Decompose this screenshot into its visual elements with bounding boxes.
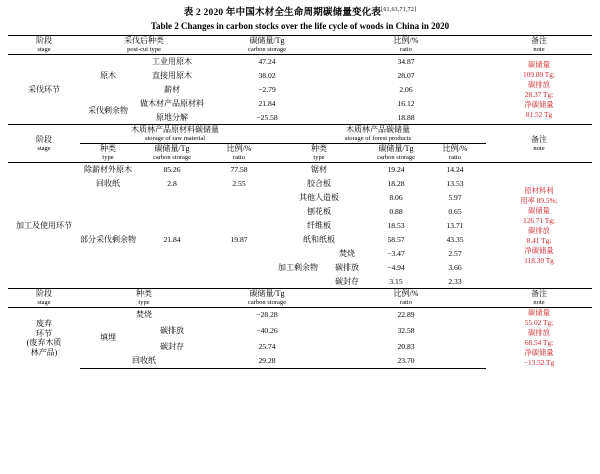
block3-stage-label-line-1: 环节 [36, 328, 52, 338]
block2-residue-type-1: 碳排放 [335, 262, 359, 272]
block1-header-stage: 阶段 stage [8, 36, 80, 55]
block3-ratio-2: 20.83 [397, 342, 415, 352]
block3-subtype-2: 碳封存 [160, 342, 184, 352]
block1-storage-2: −2.79 [258, 84, 276, 94]
block2-header-raw-material: 木质林产品原材料碳储量 storage of raw material [80, 125, 270, 144]
block2-subheader-type-left: 种类 type [80, 144, 136, 163]
block2-right-ratio-0: 14.24 [424, 163, 486, 177]
block3-stage-label [8, 308, 80, 369]
block2-left-type-0: 除薪材外原木 [80, 163, 136, 177]
block1-type-3: 做木材产品原材料 [140, 98, 204, 108]
block2-right-ratio-2: 5.97 [448, 192, 462, 202]
block2-right-type-4: 纤维板 [307, 220, 331, 230]
block1-storage-4: −25.58 [256, 112, 278, 122]
block1-ratio-2: 2.06 [399, 84, 413, 94]
block3-stage-label-line-0: 废弃 [36, 319, 52, 329]
block2-right-storage-0: 19.24 [368, 163, 424, 177]
block2-residue-storage-1: −4.94 [387, 262, 405, 272]
table-caption-chinese [8, 4, 592, 20]
block2-note-line-0: 原材料利 [524, 185, 554, 195]
block3-stage-label-line-3: 林产品) [30, 347, 58, 357]
block2-residue-label-line: 加工剩余物 [278, 262, 318, 272]
block2-right-type-1: 胶合板 [307, 178, 331, 188]
block2-header-products: 木质林产品碳储量 storage of forest products [270, 125, 486, 144]
block2-left-ratio-2: 19.87 [230, 234, 248, 244]
block3-ratio-0: 22.89 [326, 308, 486, 322]
block2-right-storage-3: 0.88 [389, 206, 403, 216]
block2-right-type-2: 其他人造板 [299, 192, 339, 202]
block2-subheader-storage-left: 碳储量/Tg carbon storage [136, 144, 208, 163]
block3-note [486, 308, 592, 369]
block3-stage-label-line-2: (废弃木质 [26, 338, 62, 348]
block3-type-1: 填埋 [100, 333, 116, 343]
block1-storage-1: 38.02 [258, 70, 276, 80]
block1-note-line-3: 28.37 Tg; [524, 89, 554, 99]
block2-right-ratio-1: 13.53 [446, 178, 464, 188]
block2-note-line-5: 8.41 Tg; [526, 235, 552, 245]
block2-note [486, 163, 592, 289]
block3-note-line-1: 55.02 Tg; [524, 318, 554, 328]
block3-header-row [8, 289, 592, 308]
block2-subheader-ratio-left: 比例/% ratio [208, 144, 270, 163]
block2-residue-ratio-2: 2.33 [448, 276, 462, 286]
block2-note-line-7: 118.30 Tg [524, 255, 554, 265]
block3-storage-3: 29.28 [208, 354, 326, 368]
block2-left-storage-1: 2.8 [167, 178, 177, 188]
block3-subtype-1: 碳排放 [160, 326, 184, 336]
block2-note-line-1: 用率 89.5%; [520, 195, 558, 205]
table-row [8, 163, 592, 177]
block1-ratio-4: 18.88 [397, 112, 415, 122]
block1-note-line-5: 81.52 Tg [525, 109, 553, 119]
block2-note-line-3: 126.71 Tg; [523, 215, 555, 225]
block2-right-type-5: 纸和纸板 [303, 234, 335, 244]
block2-residue-storage-0: −3.47 [387, 248, 405, 258]
block1-type-0: 工业用原木 [136, 55, 208, 69]
block2-residue-storage-2: 3.15 [389, 276, 403, 286]
table-caption-english: Table 2 Changes in carbon stocks over the life cycle of woods in China in 2020 [150, 21, 450, 32]
block3-type-0: 焚烧 [80, 308, 208, 322]
block3-storage-1: −40.26 [256, 326, 278, 336]
table-row [8, 308, 592, 322]
block2-right-type-0: 锯材 [270, 163, 368, 177]
block3-type-3: 回收纸 [80, 354, 208, 368]
block1-stage-label: 采伐环节 [8, 55, 80, 125]
block2-subheader-type-right: 种类 type [270, 144, 368, 163]
block1-storage-3: 21.84 [258, 98, 276, 108]
block1-group-label-0: 原木 [80, 55, 136, 97]
block2-header-stage: 阶段 stage [8, 125, 80, 163]
block1-storage-0: 47.24 [208, 55, 326, 69]
block2-right-ratio-3: 0.65 [448, 206, 462, 216]
block2-header-row-1 [8, 125, 592, 144]
block2-right-ratio-5: 43.35 [446, 234, 464, 244]
block2-residue-ratio-1: 3.66 [448, 262, 462, 272]
block2-note-line-4: 碳排放 [528, 225, 550, 235]
block2-right-type-3: 刨花板 [307, 206, 331, 216]
block1-header-row [8, 36, 592, 55]
block3-ratio-1: 32.58 [397, 326, 415, 336]
block3-note-line-5: −13.52 Tg [523, 358, 555, 368]
block3-ratio-3: 23.70 [326, 354, 486, 368]
block1-note-line-1: 109.89 Tg; [523, 69, 555, 79]
block3-note-line-0: 碳储量 [528, 308, 550, 318]
block1-group-label-1: 采伐剩余物 [88, 105, 128, 115]
block1-ratio-3: 16.12 [397, 98, 415, 108]
block3-note-line-3: 68.54 Tg; [524, 338, 554, 348]
block2-right-storage-1: 18.28 [387, 178, 405, 188]
block1-ratio-0: 34.87 [326, 55, 486, 69]
block2-note-line-6: 净碳储量 [524, 245, 554, 255]
block1-note [486, 55, 592, 125]
block1-header-type: 采伐后种类 post-cut type [80, 36, 208, 55]
block1-type-4: 原地分解 [156, 112, 188, 122]
block3-note-line-2: 碳排放 [528, 328, 550, 338]
block2-subheader-ratio-right: 比例/% ratio [424, 144, 486, 163]
block3-header-storage: 碳储量/Tg carbon storage [208, 289, 326, 308]
block2-left-type-2 [80, 191, 136, 289]
block2-right-storage-2: 8.06 [389, 192, 403, 202]
block2-right-storage-5: 58.57 [387, 234, 405, 244]
block2-left-type-1: 回收纸 [96, 178, 120, 188]
block2-right-ratio-4: 13.71 [446, 220, 464, 230]
caption-cn-text: 表 2 2020 年中国木材全生命周期碳储量变化表 [183, 8, 382, 19]
block2-left-storage-0: 85.26 [136, 163, 208, 177]
table-row [8, 55, 592, 69]
block2-residue-label [270, 247, 326, 289]
block3-note-line-4: 净碳储量 [524, 348, 554, 358]
block3-storage-2: 25.74 [258, 342, 276, 352]
block1-header-note: 备注 note [486, 36, 592, 55]
block1-note-line-4: 净碳储量 [524, 99, 554, 109]
block2-residue-type-2: 碳封存 [335, 276, 359, 286]
block2-subheader-storage-right: 碳储量/Tg carbon storage [368, 144, 424, 163]
block1-type-2: 薪材 [164, 84, 180, 94]
carbon-stock-table [8, 35, 592, 369]
block3-storage-0: −28.28 [208, 308, 326, 322]
block1-type-1: 直接用原木 [152, 70, 192, 80]
caption-reference-superscript: [61,63,71,72] [381, 7, 417, 13]
block2-left-ratio-1: 2.55 [232, 178, 246, 188]
block1-ratio-1: 28.07 [397, 70, 415, 80]
block2-residue-type-0: 焚烧 [339, 248, 355, 258]
block2-right-storage-4: 18.53 [387, 220, 405, 230]
block3-header-ratio: 比例/% ratio [326, 289, 486, 308]
block2-left-storage-2: 21.84 [163, 234, 181, 244]
block2-left-ratio-0: 77.58 [208, 163, 270, 177]
block2-left-type-2-line-0: 部分采伐剩余物 [80, 234, 136, 244]
block2-stage-label: 加工及使用环节 [8, 163, 80, 289]
block3-header-note: 备注 note [486, 289, 592, 308]
block1-header-storage: 碳储量/Tg carbon storage [208, 36, 326, 55]
block2-note-line-2: 碳储量 [528, 205, 550, 215]
block3-header-type: 种类 type [80, 289, 208, 308]
block1-note-line-0: 碳储量 [528, 59, 550, 69]
block2-header-note: 备注 note [486, 125, 592, 163]
block3-header-stage: 阶段 stage [8, 289, 80, 308]
block1-header-ratio: 比例/% ratio [326, 36, 486, 55]
block1-note-line-2: 碳排放 [528, 79, 550, 89]
block2-residue-ratio-0: 2.57 [448, 248, 462, 258]
